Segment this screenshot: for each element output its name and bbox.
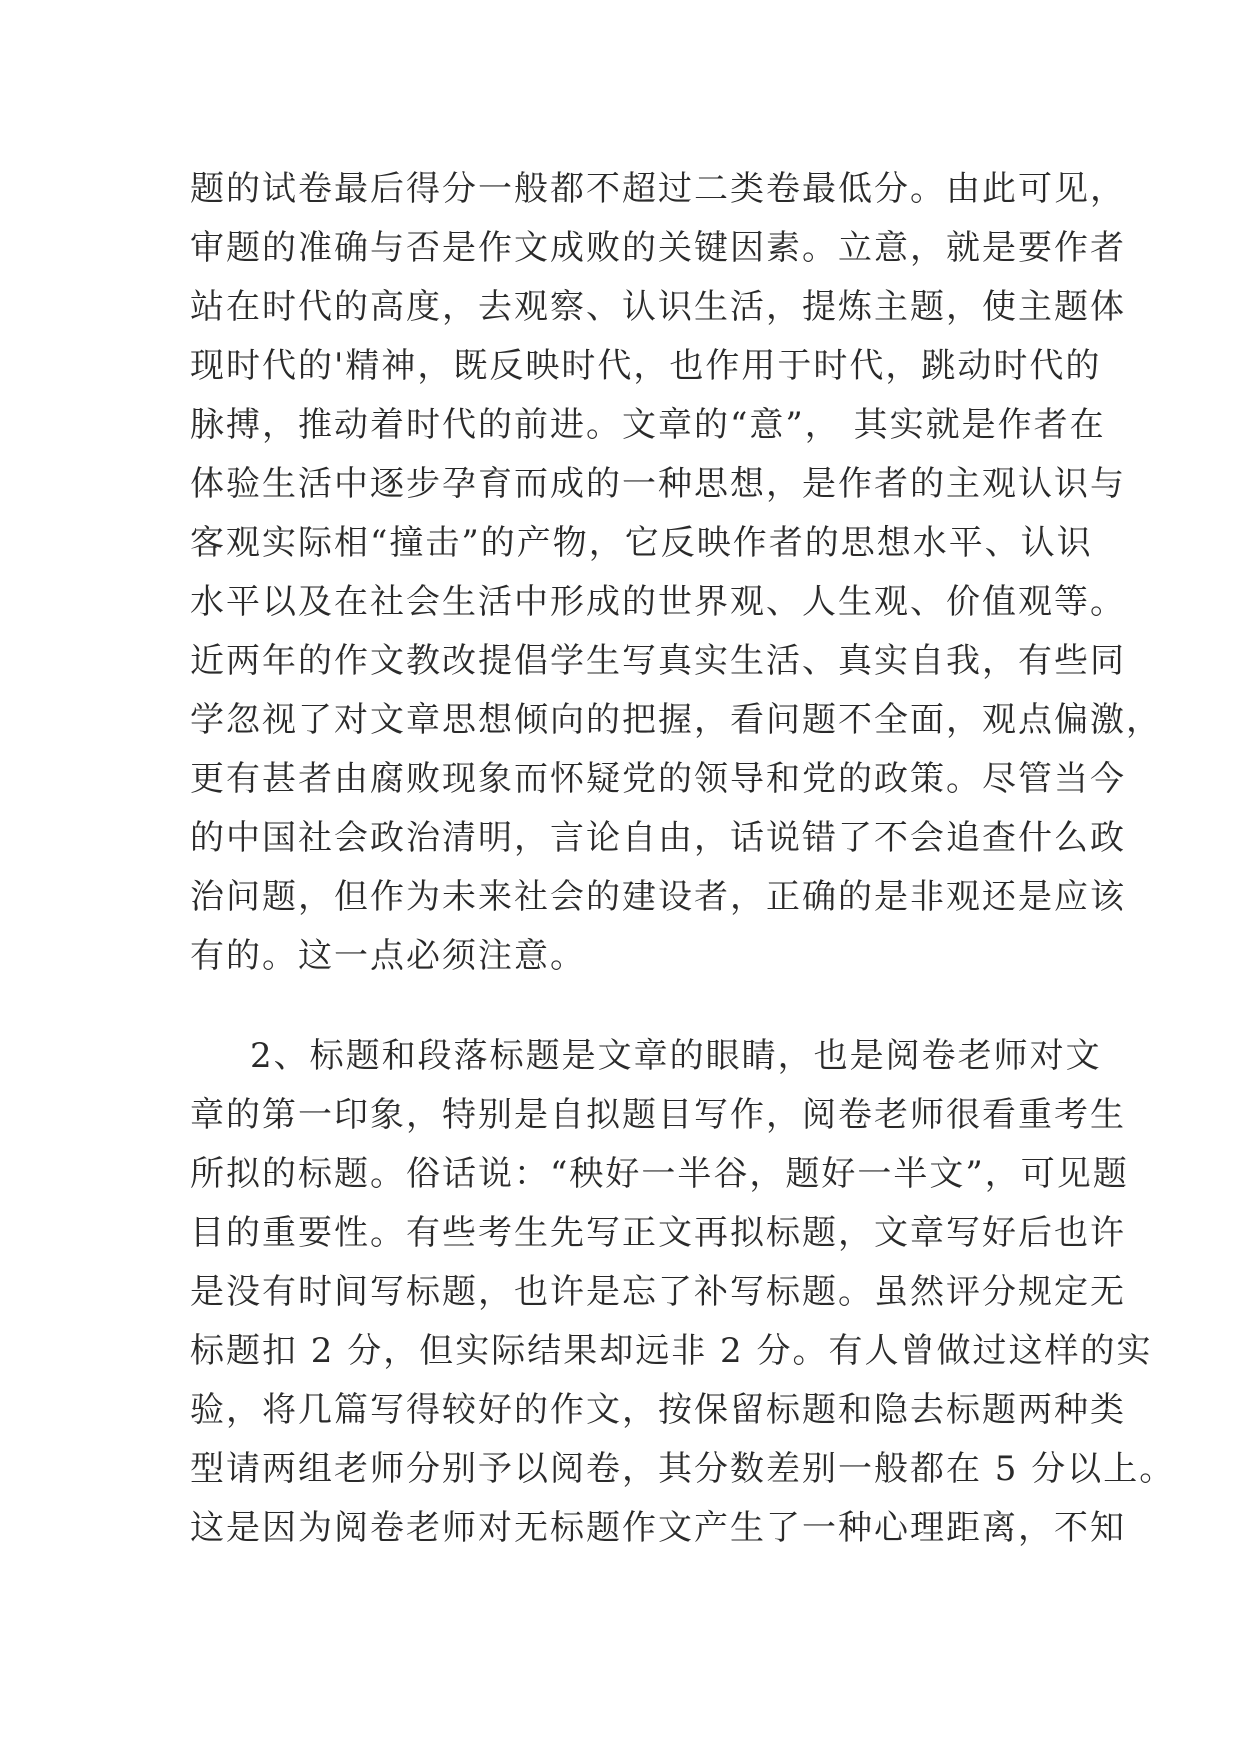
text-line: 目的重要性。有些考生先写正文再拟标题，文章写好后也许 (190, 1213, 1126, 1253)
text-line: 题的试卷最后得分一般都不超过二类卷最低分。由此可见， (190, 169, 1126, 209)
text-line: 治问题，但作为未来社会的建设者，正确的是非观还是应该 (190, 877, 1126, 917)
text-line: 近两年的作文教改提倡学生写真实生活、真实自我，有些同 (190, 641, 1126, 681)
text-line: 是没有时间写标题，也许是忘了补写标题。虽然评分规定无 (190, 1272, 1126, 1312)
text-line: 这是因为阅卷老师对无标题作文产生了一种心理距离，不知 (190, 1508, 1126, 1548)
text-line-indented: 2、标题和段落标题是文章的眼睛，也是阅卷老师对文 (250, 1036, 1102, 1076)
text-line: 站在时代的高度，去观察、认识生活，提炼主题，使主题体 (190, 287, 1126, 327)
paragraph-1 (190, 160, 1162, 986)
text-line: 脉搏，推动着时代的前进。文章的“意”， 其实就是作者在 (190, 405, 1106, 445)
text-line: 型请两组老师分别予以阅卷，其分数差别一般都在 5 分以上。 (190, 1449, 1176, 1489)
text-line: 的中国社会政治清明，言论自由，话说错了不会追查什么政 (190, 818, 1126, 858)
text-line: 学忽视了对文章思想倾向的把握，看问题不全面，观点偏激， (190, 700, 1162, 740)
paragraph-2 (190, 1027, 1176, 1558)
text-line: 有的。这一点必须注意。 (190, 936, 586, 976)
text-line: 章的第一印象，特别是自拟题目写作，阅卷老师很看重考生 (190, 1095, 1126, 1135)
text-line: 现时代的'精神，既反映时代，也作用于时代，跳动时代的 (190, 346, 1102, 386)
text-line: 水平以及在社会生活中形成的世界观、人生观、价值观等。 (190, 582, 1126, 622)
text-line: 更有甚者由腐败现象而怀疑党的领导和党的政策。尽管当今 (190, 759, 1126, 799)
text-line: 客观实际相“撞击”的产物，它反映作者的思想水平、认识 (190, 523, 1093, 563)
text-line: 标题扣 2 分，但实际结果却远非 2 分。有人曾做过这样的实 (190, 1331, 1153, 1371)
text-line: 所拟的标题。俗话说：“秧好一半谷，题好一半文”，可见题 (190, 1154, 1129, 1194)
text-line: 体验生活中逐步孕育而成的一种思想，是作者的主观认识与 (190, 464, 1126, 504)
text-line: 审题的准确与否是作文成败的关键因素。立意，就是要作者 (190, 228, 1126, 268)
text-line: 验，将几篇写得较好的作文，按保留标题和隐去标题两种类 (190, 1390, 1126, 1430)
